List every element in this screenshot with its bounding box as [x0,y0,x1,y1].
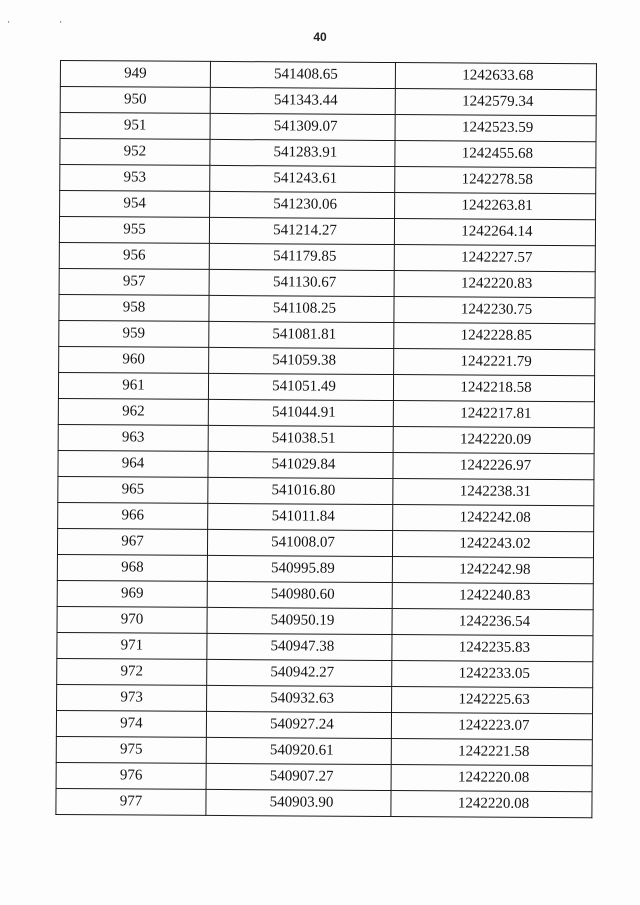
x-coordinate-cell: 541044.91 [208,399,393,426]
x-coordinate-cell: 541130.67 [209,269,394,296]
table-row [59,346,595,375]
x-coordinate-cell: 541081.81 [209,321,394,348]
table-row [58,476,594,505]
y-coordinate-cell: 1242233.05 [392,661,593,688]
table-row [58,372,594,401]
table-row [58,398,594,427]
y-coordinate-cell: 1242263.81 [395,193,596,220]
point-number-cell: 972 [57,658,207,685]
table-row [58,502,594,531]
x-coordinate-cell: 541016.80 [208,477,393,504]
table-row [60,113,596,142]
x-coordinate-cell: 541230.06 [210,191,395,218]
point-number-cell: 967 [57,528,207,555]
point-number-cell: 951 [60,113,210,140]
coordinates-table-body [56,61,597,818]
y-coordinate-cell: 1242226.97 [393,453,594,480]
point-number-cell: 964 [58,450,208,477]
x-coordinate-cell: 541038.51 [208,425,393,452]
table-row [57,684,593,713]
x-coordinate-cell: 541214.27 [209,217,394,244]
point-number-cell: 970 [57,606,207,633]
y-coordinate-cell: 1242225.63 [392,687,593,714]
point-number-cell: 960 [59,346,209,373]
point-number-cell: 976 [56,762,206,789]
x-coordinate-cell: 541008.07 [207,529,392,556]
table-row [57,658,593,687]
table-row [59,242,595,271]
x-coordinate-cell: 541179.85 [209,243,394,270]
x-coordinate-cell: 540927.24 [206,711,391,738]
point-number-cell: 969 [57,580,207,607]
x-coordinate-cell: 541408.65 [210,61,395,88]
y-coordinate-cell: 1242228.85 [394,323,595,350]
y-coordinate-cell: 1242236.54 [392,609,593,636]
x-coordinate-cell: 540907.27 [206,763,391,790]
table-row [57,580,593,609]
x-coordinate-cell: 540932.63 [207,685,392,712]
y-coordinate-cell: 1242235.83 [392,635,593,662]
x-coordinate-cell: 540920.61 [206,737,391,764]
point-number-cell: 957 [59,268,209,295]
table-row [60,191,596,220]
page-number: 40 [313,30,327,44]
y-coordinate-cell: 1242223.07 [391,713,592,740]
x-coordinate-cell: 540950.19 [207,607,392,634]
table-row [60,87,596,116]
x-coordinate-cell: 541051.49 [208,373,393,400]
y-coordinate-cell: 1242455.68 [395,141,596,168]
table-row [59,320,595,349]
y-coordinate-cell: 1242243.02 [392,531,593,558]
point-number-cell: 974 [56,710,206,737]
table-row [58,424,594,453]
y-coordinate-cell: 1242221.79 [394,349,595,376]
x-coordinate-cell: 540947.38 [207,633,392,660]
x-coordinate-cell: 541309.07 [210,113,395,140]
table-row [58,450,594,479]
scan-mark: ' [60,20,62,29]
x-coordinate-cell: 541108.25 [209,295,394,322]
y-coordinate-cell: 1242217.81 [393,401,594,428]
point-number-cell: 963 [58,424,208,451]
point-number-cell: 966 [58,502,208,529]
x-coordinate-cell: 540903.90 [206,789,391,816]
table-row [60,61,596,90]
y-coordinate-cell: 1242220.09 [393,427,594,454]
y-coordinate-cell: 1242227.57 [394,245,595,272]
table-row [56,762,592,791]
y-coordinate-cell: 1242242.98 [392,557,593,584]
x-coordinate-cell: 541283.91 [210,139,395,166]
point-number-cell: 961 [58,372,208,399]
table-row [57,554,593,583]
table-row [59,294,595,323]
y-coordinate-cell: 1242240.83 [392,583,593,610]
y-coordinate-cell: 1242220.08 [391,765,592,792]
x-coordinate-cell: 541029.84 [208,451,393,478]
x-coordinate-cell: 541243.61 [210,165,395,192]
point-number-cell: 959 [59,320,209,347]
x-coordinate-cell: 541343.44 [210,87,395,114]
y-coordinate-cell: 1242220.08 [391,791,592,818]
x-coordinate-cell: 541059.38 [209,347,394,374]
table-row [60,165,596,194]
point-number-cell: 968 [57,554,207,581]
y-coordinate-cell: 1242230.75 [394,297,595,324]
x-coordinate-cell: 541011.84 [208,503,393,530]
y-coordinate-cell: 1242220.83 [394,271,595,298]
table-row [56,788,592,817]
y-coordinate-cell: 1242264.14 [394,219,595,246]
y-coordinate-cell: 1242242.08 [393,505,594,532]
point-number-cell: 973 [57,684,207,711]
y-coordinate-cell: 1242238.31 [393,479,594,506]
table-row [56,736,592,765]
x-coordinate-cell: 540995.89 [207,555,392,582]
x-coordinate-cell: 540980.60 [207,581,392,608]
x-coordinate-cell: 540942.27 [207,659,392,686]
point-number-cell: 954 [60,191,210,218]
point-number-cell: 965 [58,476,208,503]
point-number-cell: 956 [59,242,209,269]
table-row [56,710,592,739]
coordinates-table [55,60,597,818]
y-coordinate-cell: 1242221.58 [391,739,592,766]
point-number-cell: 977 [56,788,206,815]
point-number-cell: 958 [59,294,209,321]
table-row [57,528,593,557]
table-row [57,606,593,635]
point-number-cell: 975 [56,736,206,763]
point-number-cell: 962 [58,398,208,425]
scan-mark: ' [8,20,10,29]
point-number-cell: 949 [60,61,210,88]
table-row [59,268,595,297]
table-row [60,139,596,168]
y-coordinate-cell: 1242278.58 [395,167,596,194]
y-coordinate-cell: 1242523.59 [395,115,596,142]
point-number-cell: 955 [59,217,209,244]
y-coordinate-cell: 1242579.34 [395,89,596,116]
point-number-cell: 952 [60,139,210,166]
point-number-cell: 971 [57,632,207,659]
table-row [59,217,595,246]
point-number-cell: 950 [60,87,210,114]
point-number-cell: 953 [60,165,210,192]
y-coordinate-cell: 1242633.68 [395,63,596,90]
table-row [57,632,593,661]
y-coordinate-cell: 1242218.58 [393,375,594,402]
